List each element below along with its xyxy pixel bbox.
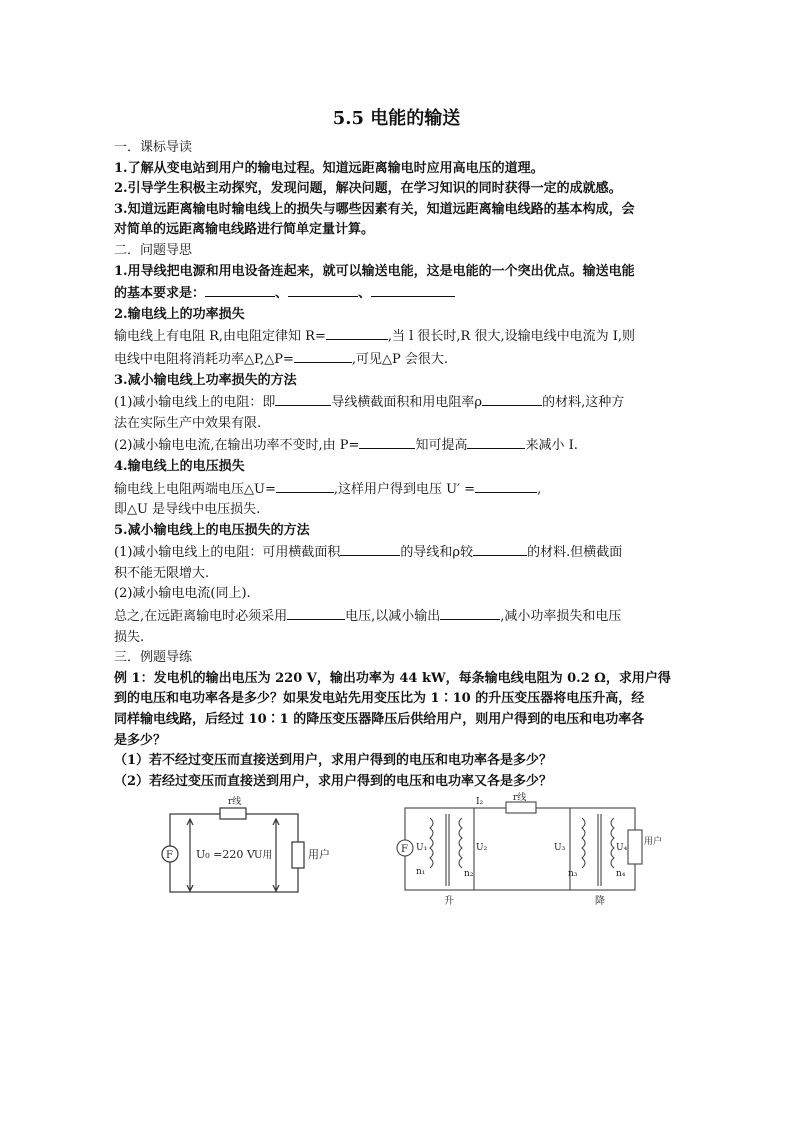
example-1c: 同样输电线路，后经过 10∶1 的降压变压器降压后供给用户，则用户得到的电压和电功率各 [114, 712, 645, 728]
subheading-2: 2.输电线上的功率损失 [114, 306, 245, 322]
answer-blank[interactable] [288, 282, 358, 297]
para-1b-text: 的基本要求是： [114, 286, 206, 302]
para-5d [114, 605, 686, 628]
text-run: 知可提高 [415, 438, 468, 454]
text-run: (1)减小输电线上的电阻：即 [114, 395, 276, 411]
text-run: 的材料,这种方 [542, 395, 625, 411]
text-run: , [537, 481, 542, 497]
text-run: 来减小 I. [525, 438, 578, 454]
subheading-3: 3.减小输电线上功率损失的方法 [114, 372, 297, 388]
answer-blank[interactable] [275, 391, 331, 406]
goal-3a: 3.知道远距离输电时输电线上的损失与哪些因素有关，知道远距离输电线路的基本构成，会 [114, 201, 635, 217]
user-load-2 [628, 830, 642, 864]
para-5b: 积不能无限增大. [114, 565, 210, 581]
circuit-diagram-transformers [397, 802, 642, 890]
para-2b [114, 348, 686, 371]
question-1: （1）若不经过变压而直接送到用户，求用户得到的电压和电功率各是多少？ [114, 753, 553, 769]
para-5e: 损失. [114, 629, 145, 645]
generator-label-2: F [401, 844, 408, 855]
separator: 、 [358, 286, 372, 302]
example-1d: 是多少？ [114, 732, 167, 748]
line-resistor [220, 808, 246, 819]
example-1a: 例 1：发电机的输出电压为 220 V，输出功率为 44 kW，每条输电线电阻为 0.2 Ω，求用户得 [114, 670, 671, 686]
step-up-label: 升 [444, 896, 454, 907]
user-label-2: 用户 [644, 837, 663, 847]
answer-blank[interactable] [276, 478, 334, 493]
section-heading-2: 二．问题导思 [114, 242, 193, 258]
n3-label: n₃ [568, 869, 578, 879]
document-body [114, 138, 686, 792]
circuit-figures [150, 790, 710, 910]
u4-label: U₄ [616, 843, 628, 853]
text-run: (2)减小输电电流,在输出功率不变时,由 P= [114, 438, 360, 454]
text-run: (1)减小输电线上的电阻：可用横截面积 [114, 545, 341, 561]
source-voltage-label: U₀ =220 V [196, 848, 255, 861]
answer-blank[interactable] [205, 282, 275, 297]
text-run: 电压,以减小输出 [345, 609, 441, 625]
text-run: 总之,在远距离输电时必须采用 [114, 609, 288, 625]
u3-label: U₃ [554, 843, 566, 853]
section-heading-1: 一．课标导读 [114, 140, 193, 155]
answer-blank[interactable] [326, 325, 388, 340]
goal-2: 2.引导学生积极主动探究，发现问题，解决问题，在学习知识的同时获得一定的成就感。 [114, 181, 622, 197]
section-heading-3: 三．例题导练 [114, 650, 193, 666]
n2-label: n₂ [464, 869, 474, 879]
para-4a [114, 478, 686, 501]
line-resistor-2 [506, 802, 536, 813]
resistor-label: r线 [228, 797, 242, 807]
n1-label: n₁ [416, 867, 426, 877]
i2-label: I₂ [476, 797, 484, 807]
para-3b: 法在实际生产中效果有限. [114, 415, 262, 431]
r-line-label: r线 [513, 793, 527, 803]
text-run: 电线中电阻将消耗功率△P,△P= [114, 351, 294, 367]
text-run: 输电线上有电阻 R,由电阻定律知 R= [114, 329, 326, 345]
coil-n1 [430, 818, 433, 868]
text-run: ,这样用户得到电压 U′ = [333, 481, 476, 497]
user-label: 用户 [308, 848, 330, 861]
text-run: 导线横截面积和用电阻率ρ [331, 395, 483, 411]
answer-blank[interactable] [340, 541, 400, 556]
text-run: 的导线和ρ较 [400, 545, 474, 561]
para-4b: 即△U 是导线中电压损失. [114, 502, 261, 518]
separator: 、 [275, 286, 289, 302]
answer-blank[interactable] [482, 391, 542, 406]
coil-n3 [582, 818, 585, 868]
text-run: ,减小功率损失和电压 [500, 609, 622, 625]
subheading-4: 4.输电线上的电压损失 [114, 458, 245, 474]
para-2a [114, 325, 686, 348]
step-down-label: 降 [595, 896, 605, 907]
n4-label: n₄ [616, 869, 626, 879]
para-1a: 1.用导线把电源和用电设备连起来，就可以输送电能，这是电能的一个突出优点。输送电能 [114, 263, 635, 279]
question-2: （2）若经过变压而直接送到用户，求用户得到的电压和电功率又各是多少？ [114, 773, 553, 789]
para-1b [114, 282, 686, 305]
goal-1: 1.了解从变电站到用户的输电过程。知道远距离输电时应用高电压的道理。 [114, 160, 544, 176]
goal-3b: 对简单的远距离输电线路进行简单定量计算。 [114, 222, 375, 238]
para-3a [114, 391, 686, 414]
answer-blank[interactable] [287, 605, 345, 620]
answer-blank[interactable] [359, 434, 415, 449]
para-5c: (2)减小输电电流(同上). [114, 586, 251, 602]
user-voltage-label: U用 [254, 850, 273, 861]
example-1b: 到的电压和电功率各是多少？如果发电站先用变压比为 1∶10 的升压变压器将电压升高，经 [114, 691, 645, 707]
user-load [292, 842, 304, 868]
para-3c [114, 434, 686, 457]
generator-label: F [166, 850, 173, 861]
text-run: 输电线上电阻两端电压△U= [114, 481, 276, 497]
answer-blank[interactable] [371, 282, 455, 297]
answer-blank[interactable] [467, 434, 525, 449]
text-run: ,可见△P 会很大. [351, 351, 449, 367]
answer-blank[interactable] [294, 348, 352, 363]
para-5a [114, 541, 686, 564]
coil-n2 [459, 818, 462, 868]
text-run: 的材料.但横截面 [527, 545, 623, 561]
u1-label: U₁ [416, 843, 428, 853]
page-title: 5.5 电能的输送 [332, 108, 461, 129]
answer-blank[interactable] [475, 478, 537, 493]
u2-label: U₂ [476, 843, 488, 853]
subheading-5: 5.减小输电线上的电压损失的方法 [114, 522, 310, 538]
coil-n4 [611, 818, 614, 868]
answer-blank[interactable] [440, 605, 500, 620]
answer-blank[interactable] [473, 541, 527, 556]
text-run: ,当 l 很长时,R 很大,设输电线中电流为 I,则 [387, 329, 636, 345]
